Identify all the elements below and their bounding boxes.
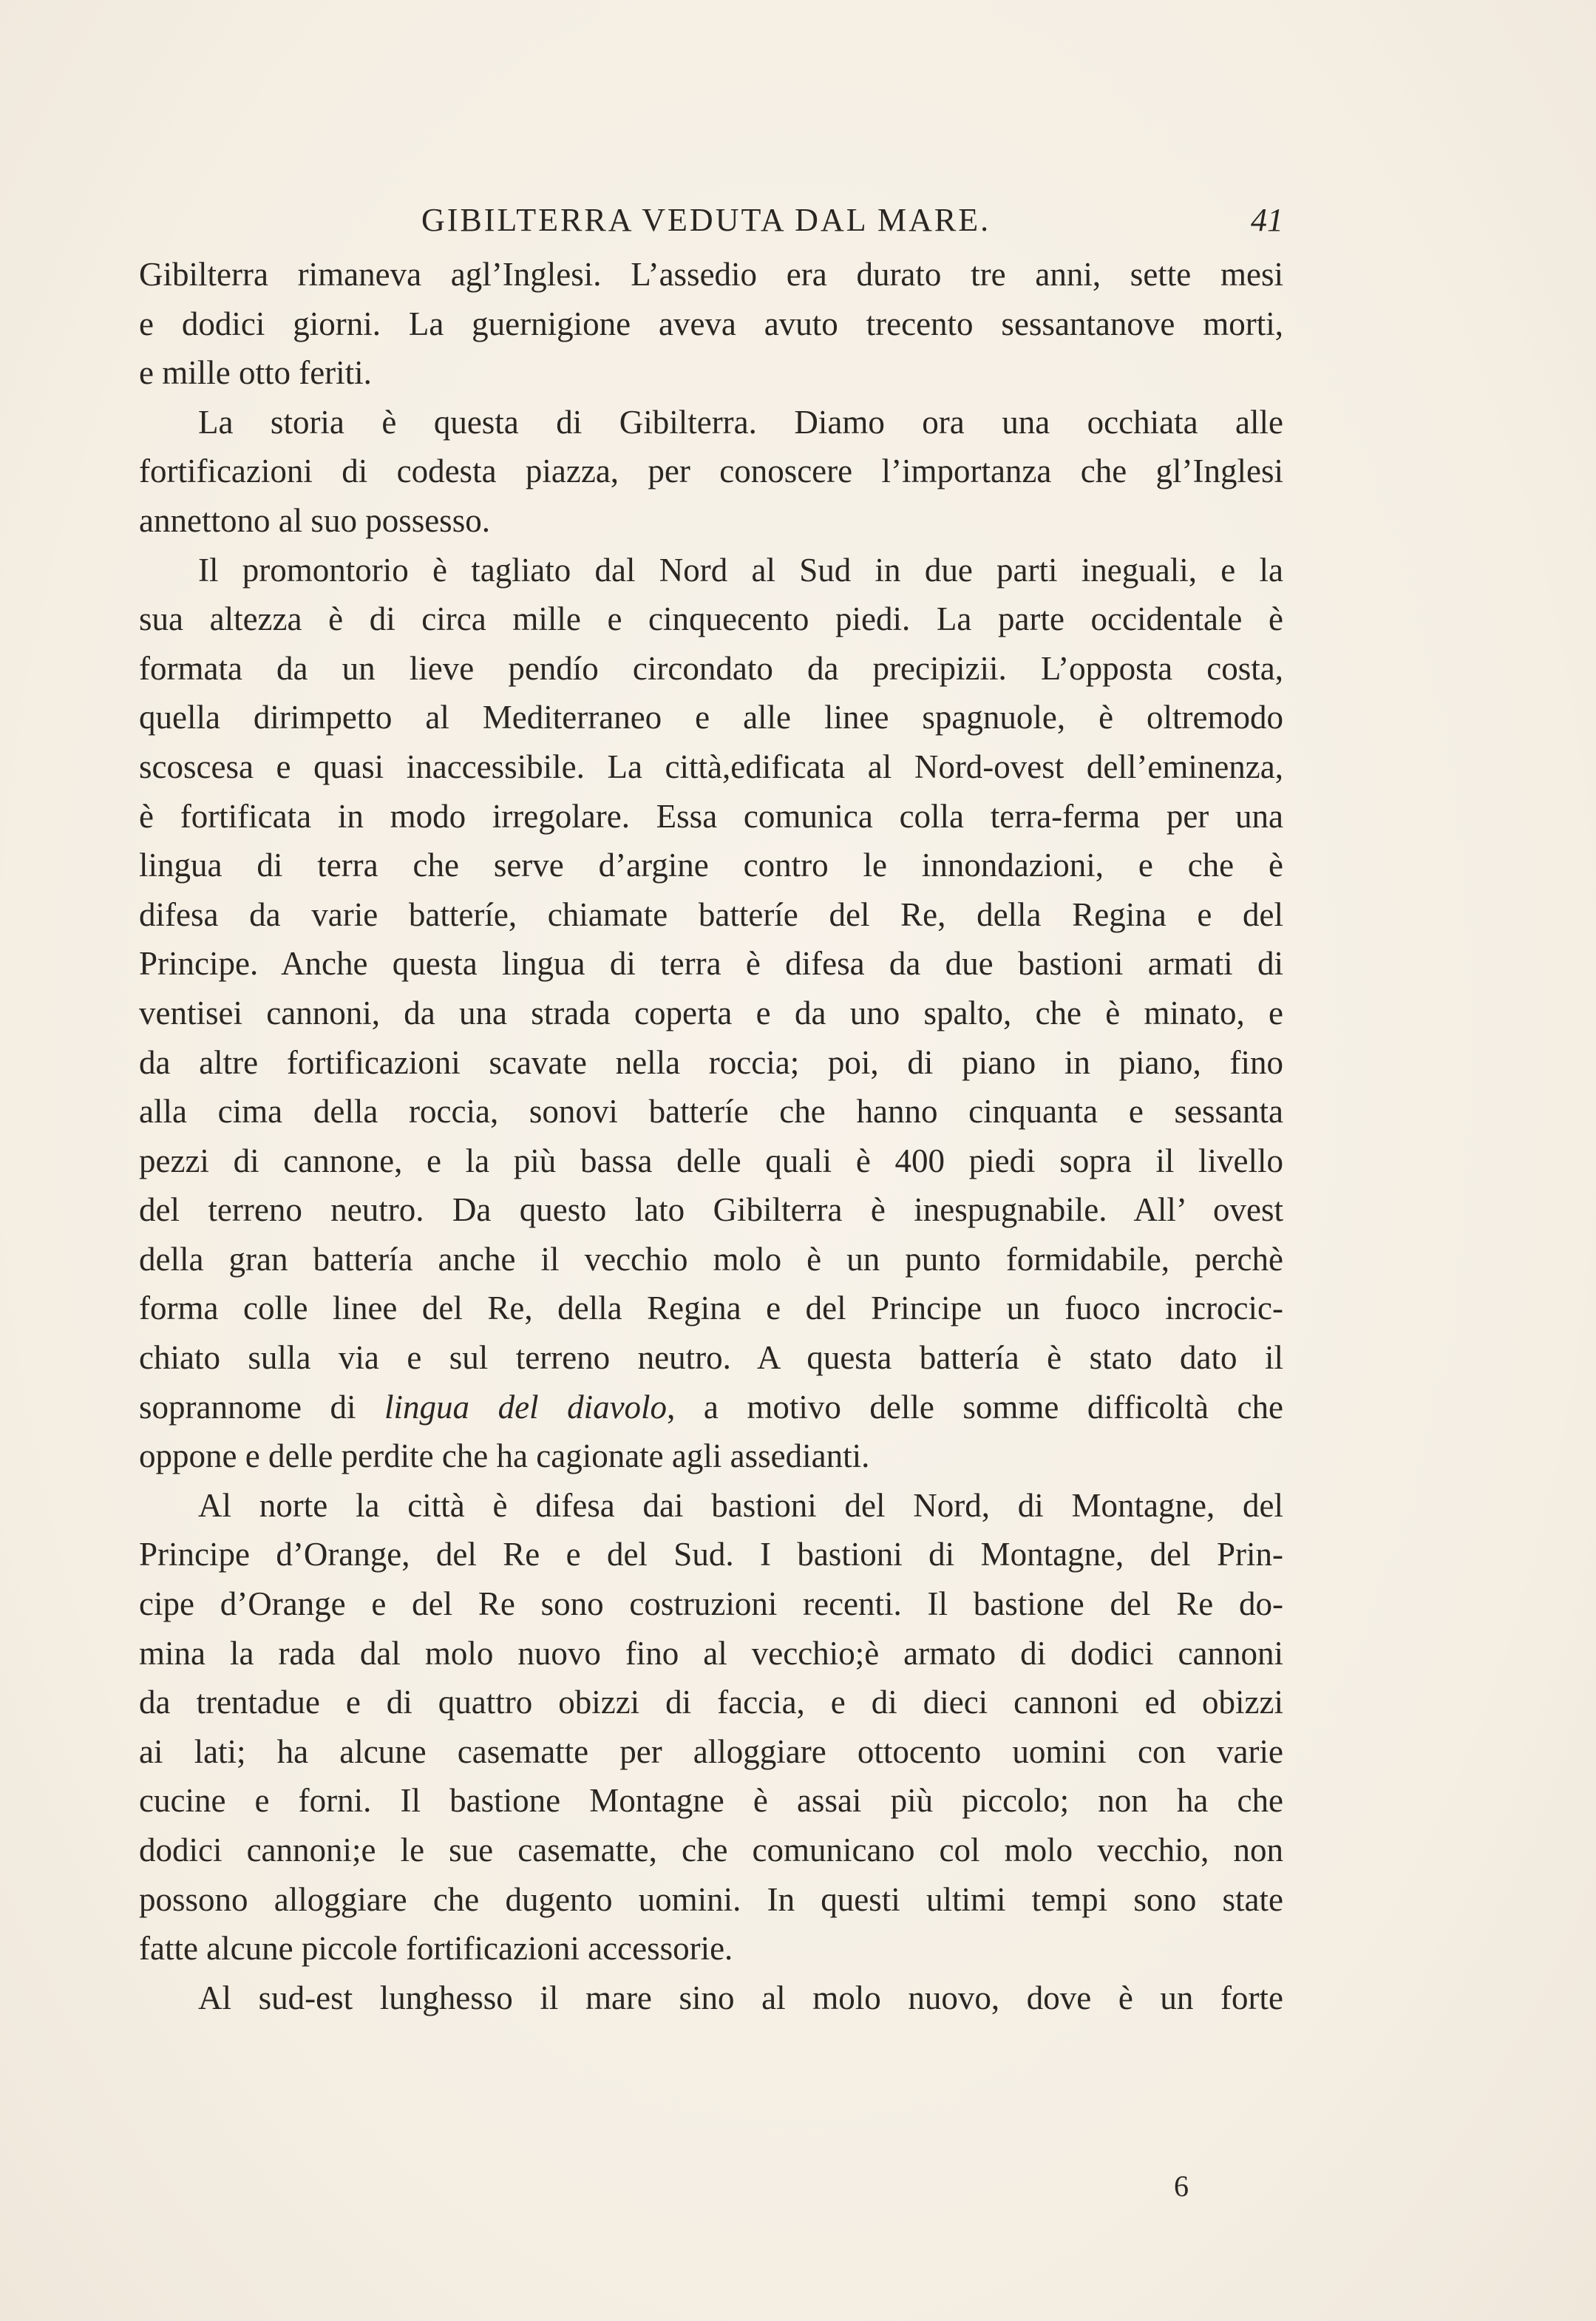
text-line: ventisei cannoni, da una strada coperta e da uno spalto, che è minato, e xyxy=(139,994,1283,1031)
text-line: cipe d’Orange e del Re sono costruzioni recenti. Il bastione del Re do- xyxy=(139,1585,1283,1623)
text-line: da trentadue e di quattro obizzi di faccia, e di dieci cannoni ed obizzi xyxy=(139,1684,1283,1721)
signature-mark: 6 xyxy=(1174,2169,1189,2203)
text-line: Il promontorio è tagliato dal Nord al Sud in due parti ineguali, e la xyxy=(198,551,1283,589)
text-line: mina la rada dal molo nuovo fino al vecchio;è armato di dodici cannoni xyxy=(139,1634,1283,1672)
text-line: e dodici giorni. La guernigione aveva avuto trecento sessantanove morti, xyxy=(139,305,1283,342)
running-title: GIBILTERRA VEDUTA DAL MARE. xyxy=(421,202,991,238)
text-line: del terreno neutro. Da questo lato Gibilterra è inespugnabile. All’ ovest xyxy=(139,1191,1283,1229)
body-text xyxy=(139,250,1283,2022)
text-line: alla cima della roccia, sonovi batteríe che hanno cinquanta e sessanta xyxy=(139,1093,1283,1131)
text-line: Al sud-est lunghesso il mare sino al molo nuovo, dove è un forte xyxy=(198,1979,1283,2016)
italic-phrase: lingua del diavolo xyxy=(384,1388,668,1426)
text-line: Principe d’Orange, del Re e del Sud. I bastioni di Montagne, del Prin- xyxy=(139,1536,1283,1573)
text-line: fatte alcune piccole fortificazioni accessorie. xyxy=(139,1930,733,1968)
text-line xyxy=(139,1383,1283,1432)
text-line: della gran battería anche il vecchio molo è un punto formidabile, perchè xyxy=(139,1240,1283,1278)
text-line: scoscesa e quasi inaccessibile. La città,edificata al Nord-ovest dell’eminenza, xyxy=(139,748,1283,785)
text-line: è fortificata in modo irregolare. Essa comunica colla terra-ferma per una xyxy=(139,797,1283,835)
text-line: dodici cannoni;e le sue casematte, che comunicano col molo vecchio, non xyxy=(139,1832,1283,1868)
text-line: Al norte la città è difesa dai bastioni del Nord, di Montagne, del xyxy=(198,1486,1283,1524)
text-line: forma colle linee del Re, della Regina e del Principe un fuoco incrocic- xyxy=(139,1290,1283,1327)
text-line: pezzi di cannone, e la più bassa delle quali è 400 piedi sopra il livello xyxy=(139,1142,1283,1179)
text-line: chiato sulla via e sul terreno neutro. A questa battería è stato dato il xyxy=(139,1339,1283,1377)
text-line: difesa da varie batteríe, chiamate batteríe del Re, della Regina e del xyxy=(139,895,1283,933)
page-number: 41 xyxy=(1251,202,1283,238)
text-line: annettono al suo possesso. xyxy=(139,501,490,539)
text-line: fortificazioni di codesta piazza, per conoscere l’importanza che gl’Inglesi xyxy=(139,453,1283,490)
text-line: Principe. Anche questa lingua di terra è difesa da due bastioni armati di xyxy=(139,945,1283,983)
text-line: ai lati; ha alcune casematte per alloggiare ottocento uomini con varie xyxy=(139,1732,1283,1770)
text-line: possono alloggiare che dugento uomini. In questi ultimi tempi sono state xyxy=(139,1880,1283,1918)
text-line: oppone e delle perdite che ha cagionate agli assedianti. xyxy=(139,1437,870,1475)
text-line: e mille otto feriti. xyxy=(139,354,372,392)
line-text: , a motivo delle somme difficoltà che xyxy=(667,1388,1283,1426)
text-line: sua altezza è di circa mille e cinquecento piedi. La parte occidentale è xyxy=(139,600,1283,638)
line-text: soprannome di xyxy=(139,1388,356,1426)
text-line: da altre fortificazioni scavate nella roccia; poi, di piano in piano, fino xyxy=(139,1043,1283,1081)
text-line: formata da un lieve pendío circondato da precipizii. L’opposta costa, xyxy=(139,649,1283,687)
text-line: quella dirimpetto al Mediterraneo e alle linee spagnuole, è oltremodo xyxy=(139,699,1283,736)
text-line: Gibilterra rimaneva agl’Inglesi. L’assedio era durato tre anni, sette mesi xyxy=(139,256,1283,293)
text-line: La storia è questa di Gibilterra. Diamo ora una occhiata alle xyxy=(198,403,1283,441)
page-header xyxy=(139,198,1283,243)
text-line: lingua di terra che serve d’argine contro le innondazioni, e che è xyxy=(139,847,1283,884)
text-line: cucine e forni. Il bastione Montagne è assai più piccolo; non ha che xyxy=(139,1782,1283,1820)
